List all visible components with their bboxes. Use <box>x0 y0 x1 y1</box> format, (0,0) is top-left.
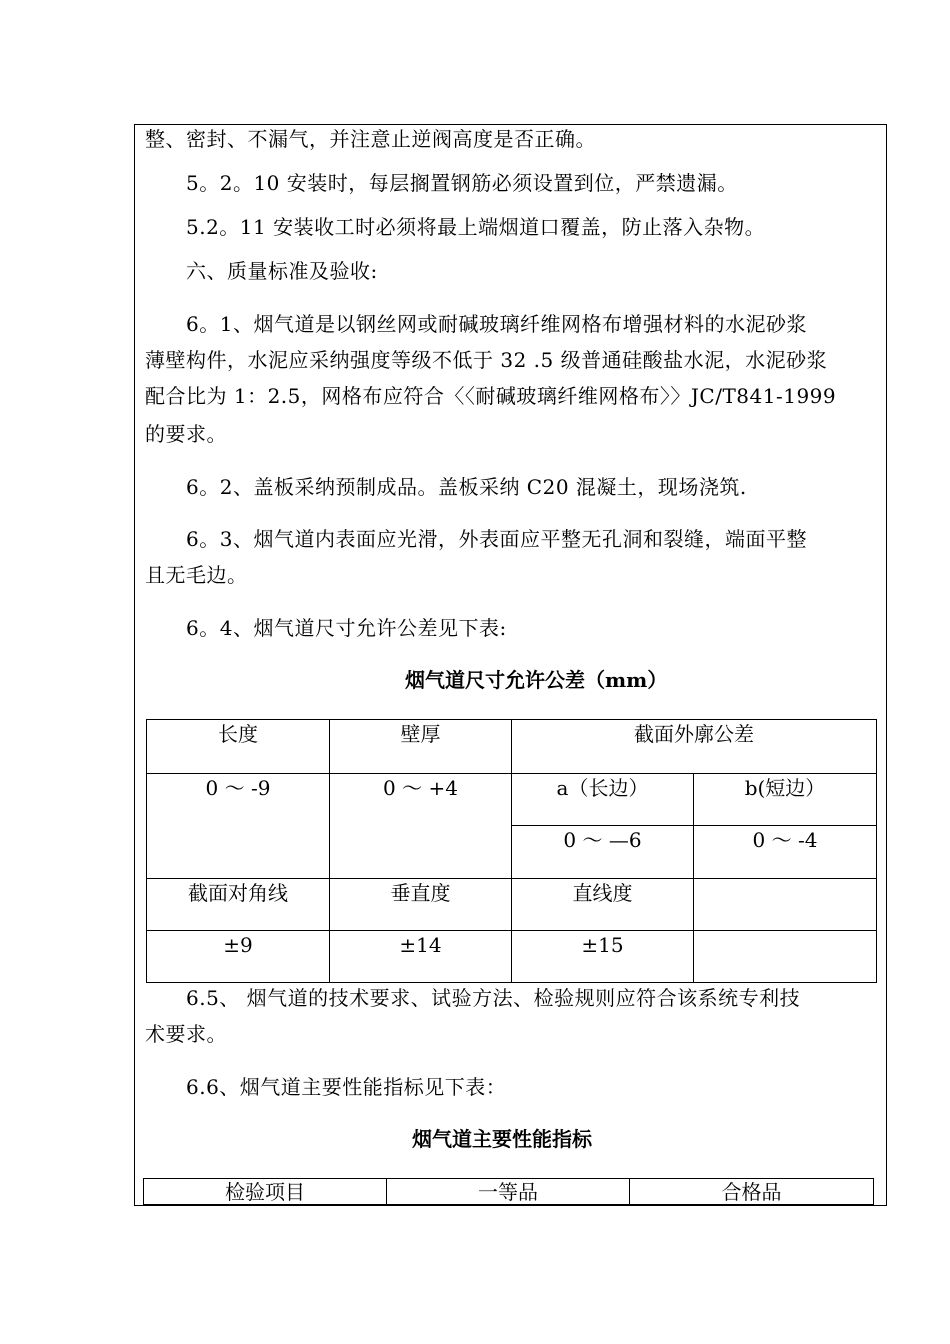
section-heading-quality: 六、质量标准及验收: <box>145 259 378 283</box>
paragraph-line-8: 的要求。 <box>145 422 227 446</box>
header-diagonal: 截面对角线 <box>147 879 330 931</box>
header-length: 长度 <box>147 720 330 774</box>
paragraph-line-12: 6。4、烟气道尺寸允许公差见下表: <box>145 616 507 640</box>
header-qualified: 合格品 <box>630 1179 874 1205</box>
table-row <box>147 879 877 931</box>
paragraph-line-2: 5。2。10 安装时，每层搁置钢筋必须设置到位，严禁遗漏。 <box>145 171 738 195</box>
paragraph-line-9: 6。2、盖板采纳预制成品。盖板采纳 C20 混凝土，现场浇筑. <box>145 475 747 499</box>
paragraph-line-1: 整、密封、不漏气，并注意止逆阀高度是否正确。 <box>145 127 596 151</box>
cell-diagonal-value: ±9 <box>147 931 330 983</box>
paragraph-line-3: 5.2。11 安装收工时必须将最上端烟道口覆盖，防止落入杂物。 <box>145 215 766 239</box>
cell-a-label: a（长边） <box>512 774 694 826</box>
table-row <box>144 1179 874 1205</box>
header-first-grade: 一等品 <box>387 1179 630 1205</box>
cell-empty <box>694 879 877 931</box>
header-item: 检验项目 <box>144 1179 387 1205</box>
header-vertical: 垂直度 <box>330 879 512 931</box>
paragraph-line-6: 薄壁构件，水泥应采纳强度等级不低于 32 .5 级普通硅酸盐水泥，水泥砂浆 <box>145 348 828 372</box>
cell-a-value: 0 ～ —6 <box>512 826 694 879</box>
cell-b-value: 0 ～ -4 <box>694 826 877 879</box>
paragraph-line-14: 术要求。 <box>145 1022 227 1046</box>
paragraph-line-11: 且无毛边。 <box>145 563 248 587</box>
table-row <box>147 931 877 983</box>
cell-straight-value: ±15 <box>512 931 694 983</box>
header-straight: 直线度 <box>512 879 694 931</box>
paragraph-line-15: 6.6、烟气道主要性能指标见下表： <box>145 1075 507 1099</box>
tolerance-table <box>146 719 877 983</box>
table1-title: 烟气道尺寸允许公差（mm） <box>405 668 668 692</box>
header-wall: 壁厚 <box>330 720 512 774</box>
cell-empty <box>694 931 877 983</box>
table2-title: 烟气道主要性能指标 <box>412 1127 592 1151</box>
paragraph-line-13: 6.5、 烟气道的技术要求、试验方法、检验规则应符合该系统专利技 <box>145 986 801 1010</box>
table-row <box>147 774 877 826</box>
table-row <box>147 720 877 774</box>
paragraph-line-10: 6。3、烟气道内表面应光滑，外表面应平整无孔洞和裂缝，端面平整 <box>145 527 807 551</box>
cell-b-label: b(短边） <box>694 774 877 826</box>
cell-vertical-value: ±14 <box>330 931 512 983</box>
cell-wall-value: 0 ～ +4 <box>330 774 512 879</box>
paragraph-line-5: 6。1、烟气道是以钢丝网或耐碱玻璃纤维网格布增强材料的水泥砂浆 <box>145 312 807 336</box>
cell-length-value: 0 ～ -9 <box>147 774 330 879</box>
performance-table <box>143 1178 874 1205</box>
paragraph-line-7: 配合比为 1：2.5，网格布应符合〈〈耐碱玻璃纤维网格布〉〉JC/T841-1999 <box>145 384 837 408</box>
document-frame <box>134 124 887 1206</box>
header-section: 截面外廓公差 <box>512 720 877 774</box>
